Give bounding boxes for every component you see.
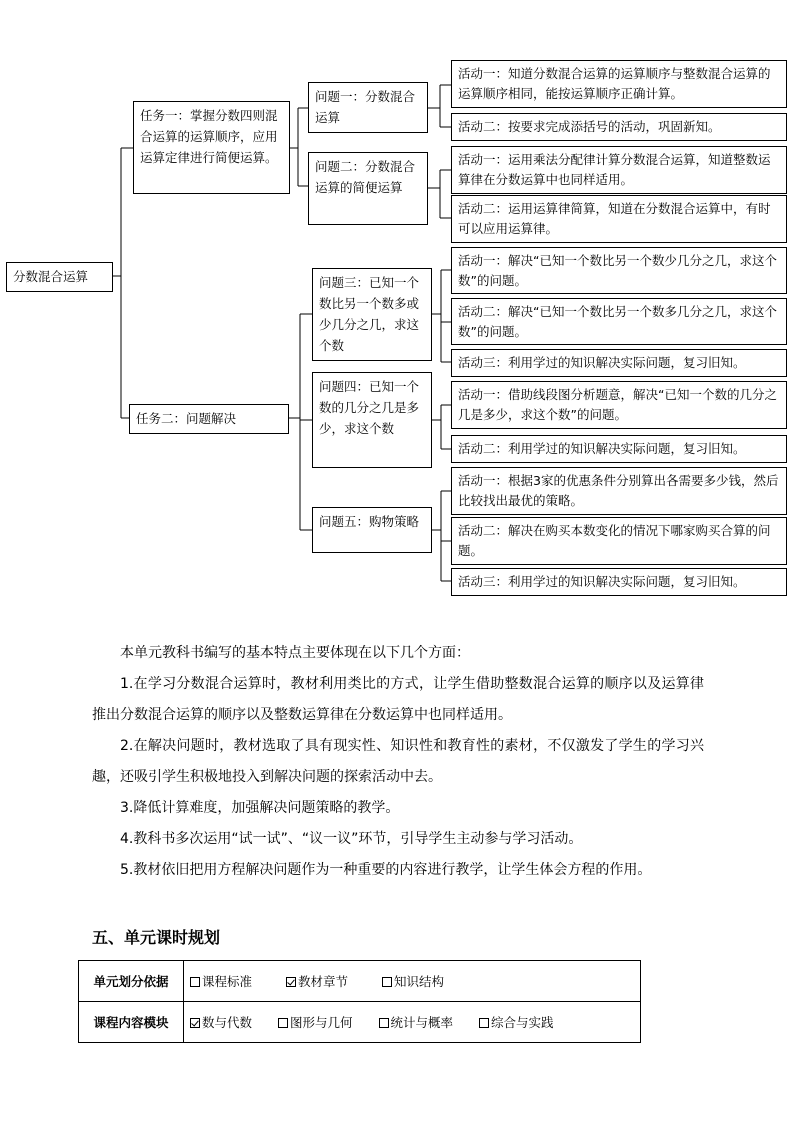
question-5-box: 问题五：购物策略 <box>312 507 432 553</box>
option-geometry[interactable]: 图形与几何 <box>278 1015 353 1030</box>
table-row <box>79 1002 641 1043</box>
checkbox-icon[interactable] <box>382 977 392 987</box>
q3-activity-2: 活动二：解决“已知一个数比另一个数多几分之几，求这个数”的问题。 <box>451 298 787 345</box>
checkbox-icon[interactable] <box>379 1018 389 1028</box>
row-label: 课程内容模块 <box>79 1002 184 1043</box>
option-chapter[interactable]: 教材章节 <box>286 974 348 989</box>
q2-activity-2: 活动二：运用运算律简算，知道在分数混合运算中，有时可以应用运算律。 <box>451 195 787 243</box>
checkbox-checked-icon[interactable] <box>286 977 296 987</box>
section-heading: 五、单元课时规划 <box>92 928 221 947</box>
feature-4: 4.教科书多次运用“试一试”、“议一议”环节，引导学生主动参与学习活动。 <box>120 831 583 847</box>
option-number-algebra[interactable]: 数与代数 <box>190 1015 252 1030</box>
q1-activity-2: 活动二：按要求完成添括号的活动，巩固新知。 <box>451 113 787 141</box>
q5-activity-2: 活动二：解决在购买本数变化的情况下哪家购买合算的问题。 <box>451 517 787 565</box>
task-1-box: 任务一：掌握分数四则混合运算的运算顺序，应用运算定律进行简便运算。 <box>133 101 290 194</box>
feature-3: 3.降低计算难度，加强解决问题策略的教学。 <box>120 800 400 816</box>
q5-activity-3: 活动三：利用学过的知识解决实际问题，复习旧知。 <box>451 568 787 596</box>
q4-activity-1: 活动一：借助线段图分析题意，解决“已知一个数的几分之几是多少，求这个数”的问题。 <box>451 381 787 429</box>
feature-2: 2.在解决问题时，教材选取了具有现实性、知识性和教育性的素材，不仅激发了学生的学习兴趣，还吸引学生积极地投入到解决问题的探索活动中去。 <box>92 738 704 785</box>
feature-1: 1.在学习分数混合运算时，教材利用类比的方式，让学生借助整数混合运算的顺序以及运算律推出分数混合运算的顺序以及整数运算律在分数运算中也同样适用。 <box>92 676 704 723</box>
question-3-box: 问题三：已知一个数比另一个数多或少几分之几，求这个数 <box>312 268 432 361</box>
lesson-plan-table <box>78 960 641 1043</box>
q1-activity-1: 活动一：知道分数混合运算的运算顺序与整数混合运算的运算顺序相同，能按运算顺序正确计算。 <box>451 60 787 108</box>
question-1-box: 问题一：分数混合运算 <box>308 82 428 133</box>
option-statistics[interactable]: 统计与概率 <box>379 1015 454 1030</box>
q2-activity-1: 活动一：运用乘法分配律计算分数混合运算，知道整数运算律在分数运算中也同样适用。 <box>451 146 787 194</box>
task-2-box: 任务二：问题解决 <box>129 404 289 434</box>
q3-activity-1: 活动一：解决“已知一个数比另一个数少几分之几，求这个数”的问题。 <box>451 247 787 294</box>
checkbox-icon[interactable] <box>190 977 200 987</box>
question-2-box: 问题二：分数混合运算的简便运算 <box>308 152 428 225</box>
intro-paragraph: 本单元教科书编写的基本特点主要体现在以下几个方面： <box>120 645 470 661</box>
option-practice[interactable]: 综合与实践 <box>479 1015 554 1030</box>
checkbox-checked-icon[interactable] <box>190 1018 200 1028</box>
feature-5: 5.教材依旧把用方程解决问题作为一种重要的内容进行教学，让学生体会方程的作用。 <box>120 862 652 878</box>
features-text <box>92 638 704 886</box>
row-options <box>184 1002 641 1043</box>
option-structure[interactable]: 知识结构 <box>382 974 444 989</box>
row-label: 单元划分依据 <box>79 961 184 1002</box>
checkbox-icon[interactable] <box>479 1018 489 1028</box>
q3-activity-3: 活动三：利用学过的知识解决实际问题，复习旧知。 <box>451 349 787 377</box>
q4-activity-2: 活动二：利用学过的知识解决实际问题，复习旧知。 <box>451 435 787 463</box>
table-row <box>79 961 641 1002</box>
q5-activity-1: 活动一：根据3家的优惠条件分别算出各需要多少钱，然后比较找出最优的策略。 <box>451 467 787 515</box>
row-options <box>184 961 641 1002</box>
mindmap-root: 分数混合运算 <box>6 262 113 292</box>
question-4-box: 问题四：已知一个数的几分之几是多少，求这个数 <box>312 372 432 468</box>
checkbox-icon[interactable] <box>278 1018 288 1028</box>
option-curriculum[interactable]: 课程标准 <box>190 974 252 989</box>
